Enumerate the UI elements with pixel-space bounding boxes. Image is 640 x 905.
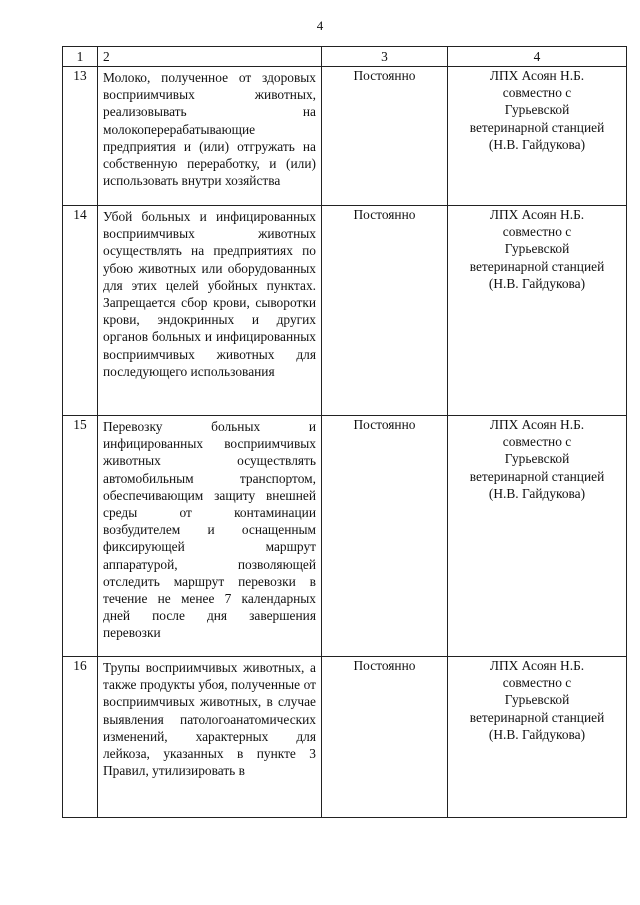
responsible-cell (448, 657, 627, 818)
responsible-line: совместно с (502, 224, 572, 240)
term-cell: Постоянно (322, 206, 448, 416)
measure-text (98, 657, 322, 818)
responsible-cell (448, 416, 627, 657)
table-header-row (63, 47, 627, 67)
measure-text (98, 67, 322, 206)
responsible-line: ветеринарной станцией (469, 258, 605, 274)
row-number: 16 (63, 657, 98, 818)
responsible-line: совместно с (502, 85, 572, 101)
term-cell: Постоянно (322, 416, 448, 657)
responsible-line: ЛПХ Асоян Н.Б. (489, 417, 585, 432)
responsible-line: ЛПХ Асоян Н.Б. (489, 658, 585, 673)
term-cell: Постоянно (322, 67, 448, 206)
column-header-3: 3 (322, 47, 448, 67)
responsible-line: Гурьевской (504, 451, 570, 467)
term-cell: Постоянно (322, 657, 448, 818)
table-row (63, 657, 627, 818)
responsible-cell (448, 206, 627, 416)
responsible-line: ветеринарной станцией (469, 468, 605, 484)
table-row (63, 206, 627, 416)
responsible-line: совместно с (502, 434, 572, 450)
measure-text-content: Трупы восприимчивых животных, а также продукты убоя, полученные от восприимчивых животных, в случае выявления патологоанатомических изменений, характерных для лейкоза, указанных в пункте 3 Правил, утилизировать в (103, 660, 316, 779)
responsible-line: совместно с (502, 675, 572, 691)
measures-table (62, 46, 627, 818)
row-number: 13 (63, 67, 98, 206)
column-header-2: 2 (98, 47, 322, 67)
measure-text (98, 206, 322, 416)
table-row (63, 67, 627, 206)
responsible-line: ЛПХ Асоян Н.Б. (489, 68, 585, 83)
measure-text-content: Убой больных и инфицированных восприимчивых животных осуществлять на предприятиях по убою животных или оборудованных для этих целей убойных пунктах. Запрещается сбор крови, сыворотки крови, эндокринных и других органов больных и инфицированных восприимчивых животных для последующего использования (103, 209, 316, 379)
responsible-line: (Н.В. Гайдукова) (488, 136, 586, 152)
responsible-line: ветеринарной станцией (469, 709, 605, 725)
responsible-line: ветеринарной станцией (469, 119, 605, 135)
responsible-line: (Н.В. Гайдукова) (488, 726, 586, 742)
page-number: 4 (316, 18, 324, 33)
responsible-line: ЛПХ Асоян Н.Б. (489, 207, 585, 222)
responsible-line: (Н.В. Гайдукова) (488, 485, 586, 501)
column-header-1: 1 (63, 47, 98, 67)
responsible-cell (448, 67, 627, 206)
row-number: 14 (63, 206, 98, 416)
responsible-line: (Н.В. Гайдукова) (488, 275, 586, 291)
measure-text (98, 416, 322, 657)
table-row (63, 416, 627, 657)
responsible-line: Гурьевской (504, 102, 570, 118)
measure-text-content: Молоко, полученное от здоровых восприимчивых животных, реализовывать на молокоперерабатывающие предприятия и (или) отгружать на собственную переработку, и (или) использовать внутри хозяйства (103, 70, 316, 189)
responsible-line: Гурьевской (504, 241, 570, 257)
measure-text-content: Перевозку больных и инфицированных восприимчивых животных осуществлять автомобильным транспортом, обеспечивающим защиту внешней среды от контаминации возбудителем и оснащенным фиксирующей маршрут аппаратурой, позволяющей отследить маршрут перевозки в течение не менее 7 календарных дней после дня завершения перевозки (103, 419, 316, 641)
row-number: 15 (63, 416, 98, 657)
column-header-4: 4 (448, 47, 627, 67)
responsible-line: Гурьевской (504, 692, 570, 708)
